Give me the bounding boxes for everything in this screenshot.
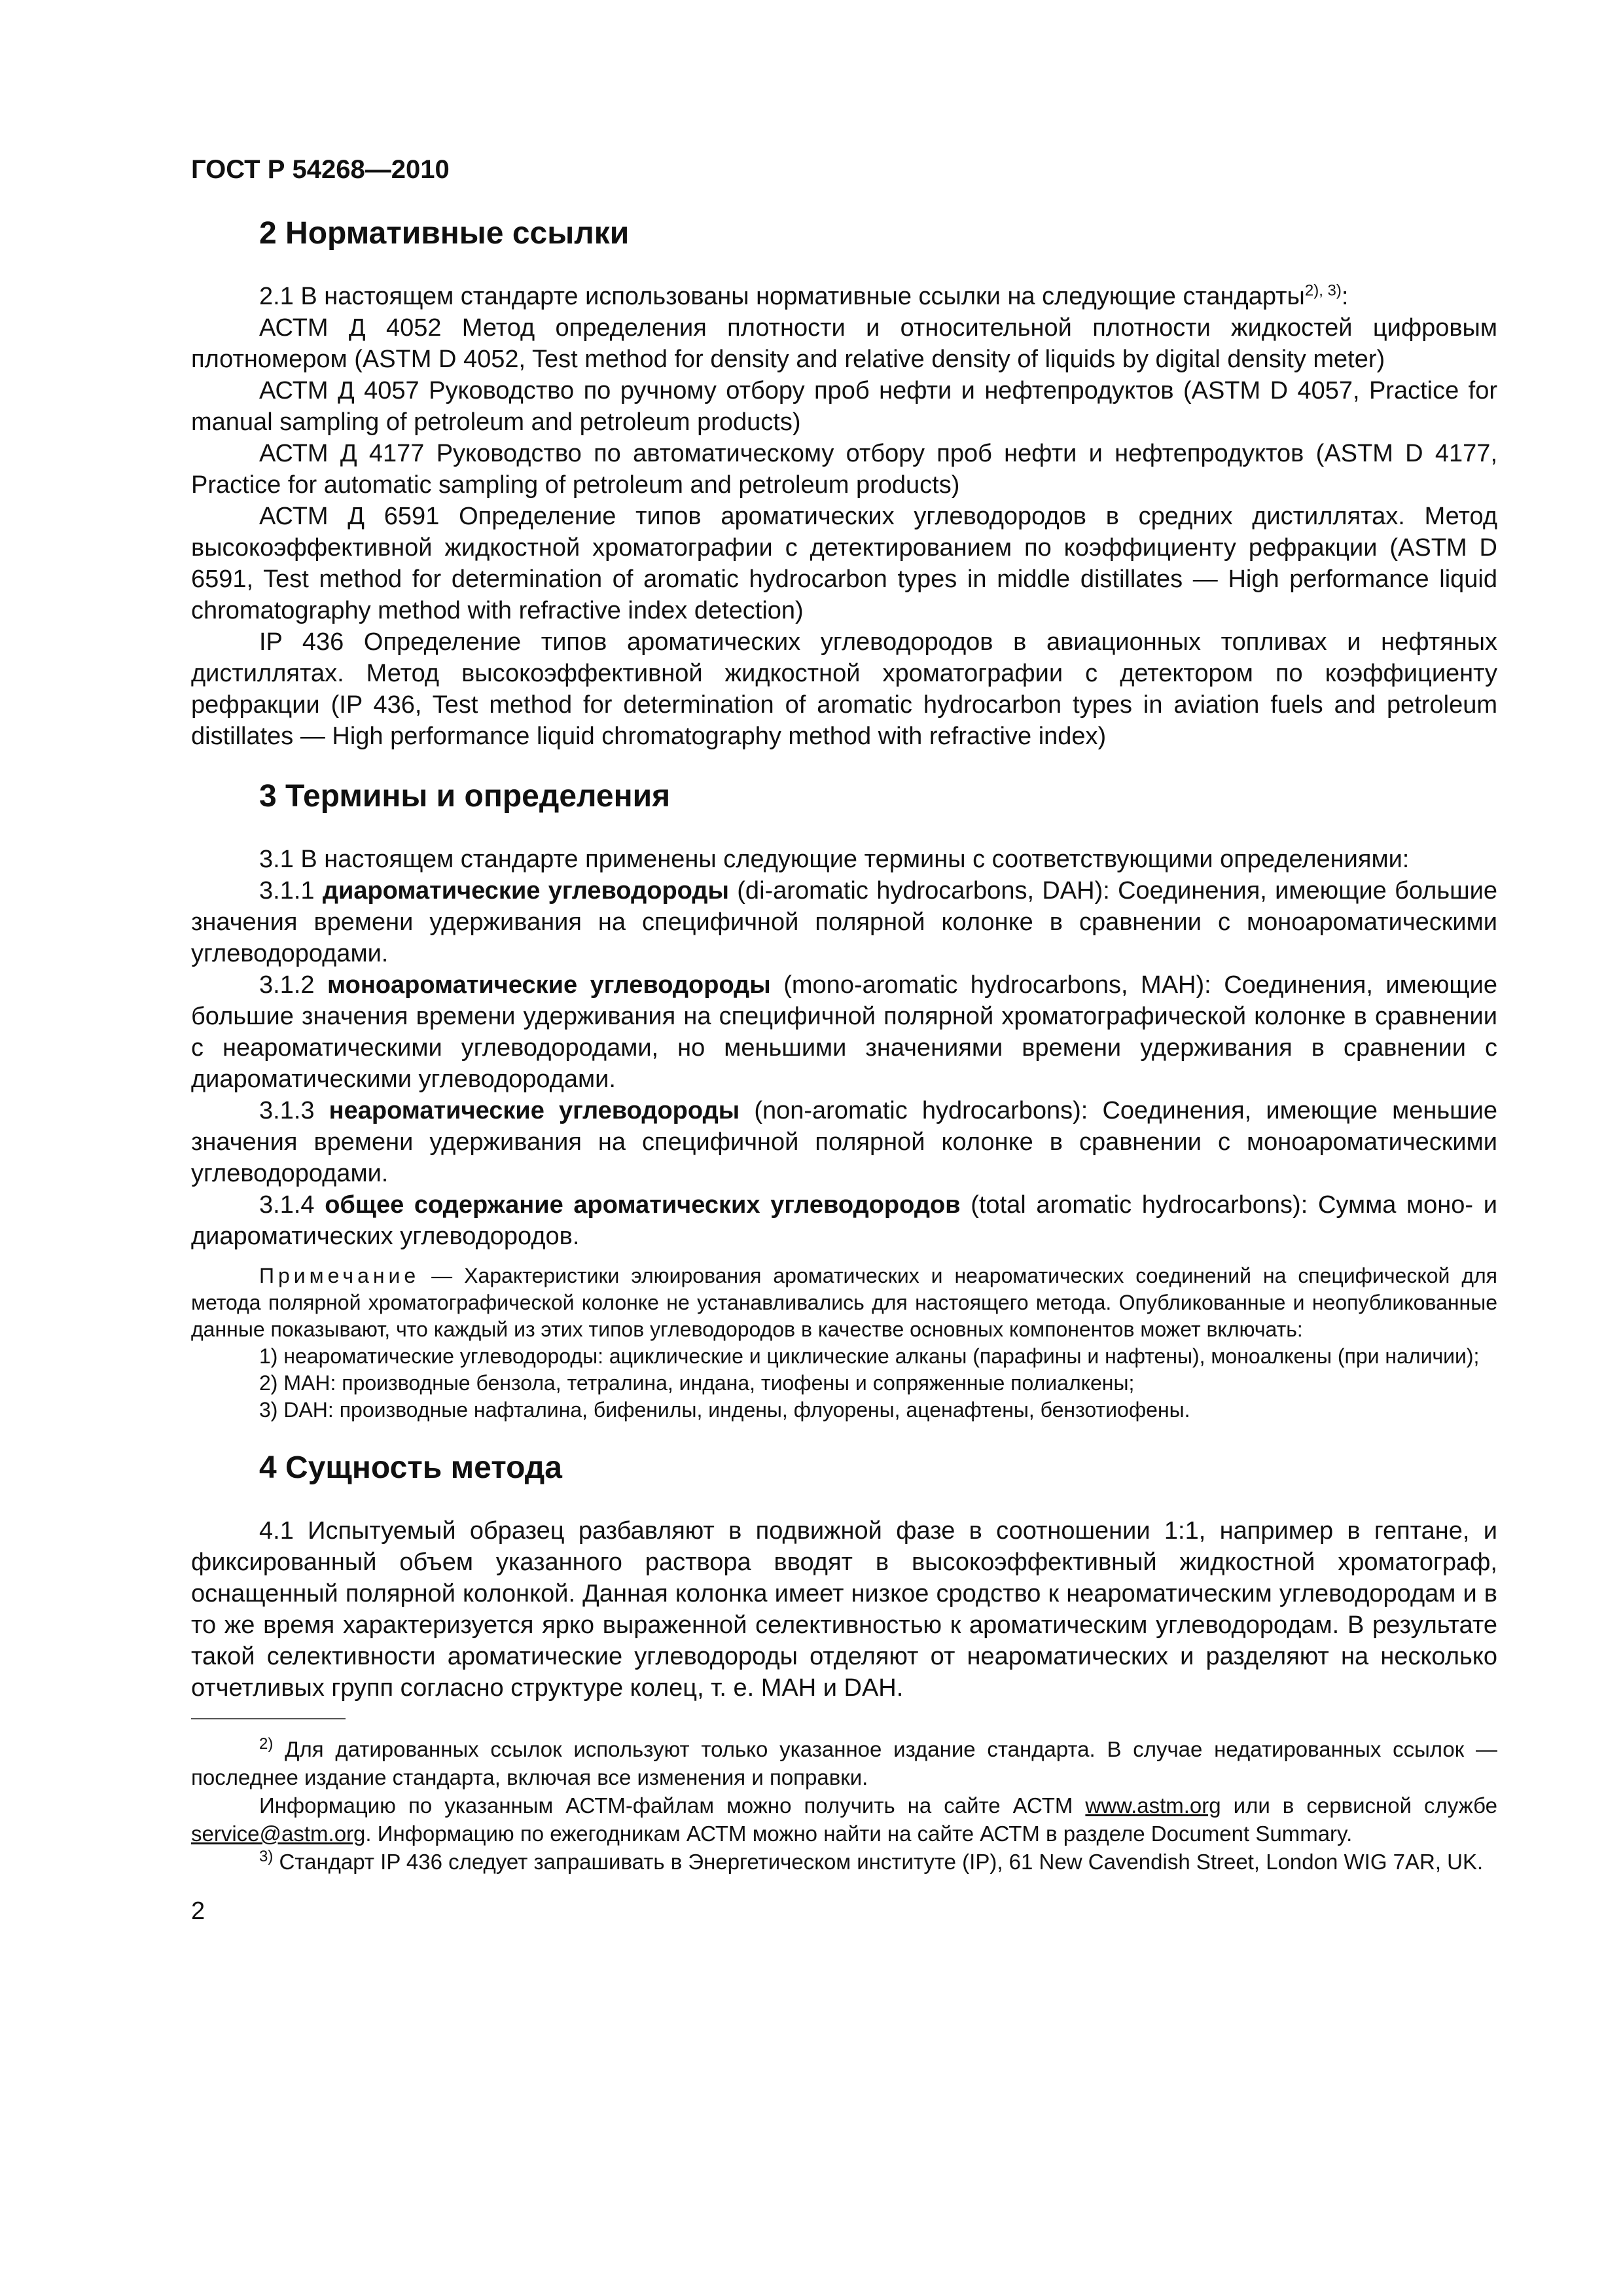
note-paragraph [191, 1263, 1497, 1343]
footnote-text: Для датированных ссылок используют только указанное издание стандарта. В случае недатированных ссылок — последнее издание стандарта, включая все изменения и поправки. [191, 1737, 1497, 1789]
term-definition: (non-aromatic hydrocarbons): Соединения, имеющие меньшие значения времени удерживания на специфичной полярной колонке в сравнении с моноароматическими углеводородами. [191, 1097, 1497, 1187]
term-name: общее содержание ароматических углеводородов [325, 1191, 961, 1219]
paragraph-2-1-text: 2.1 В настоящем стандарте использованы нормативные ссылки на следующие стандарты [259, 283, 1305, 310]
term-3-1-2 [191, 969, 1497, 1095]
reference-ip-436: IP 436 Определение типов ароматических углеводородов в авиационных топливах и нефтяных дистиллятах. Метод высокоэффективной жидкостной хроматографии с детектором по коэффициенту рефракции (IP 436, Test method for determination of aromatic hydrocarbon types in aviation fuels and petroleum distillates — High performance liquid chromatography method with refractive index) [191, 628, 1497, 750]
term-definition: (di-aromatic hydrocarbons, DAH): Соединения, имеющие большие значения времени удерживания на специфичной полярной колонке в сравнении с моноароматическими углеводородами. [191, 877, 1497, 967]
reference-astm-d4057: АСТМ Д 4057 Руководство по ручному отбору проб нефти и нефтепродуктов (ASTM D 4057, Practice for manual sampling of petroleum and petroleum products) [191, 377, 1497, 436]
paragraph-4-1: 4.1 Испытуемый образец разбавляют в подвижной фазе в соотношении 1:1, например в гептане, и фиксированный объем указанного раствора вводят в высокоэффективный жидкостной хроматограф, оснащенный полярной колонкой. Данная колонка имеет низкое сродство к неароматическим углеводородам и в то же время характеризуется ярко выраженной селективностью к ароматическим углеводородам. В результате такой селективности ароматические углеводороды отделяют от неароматических и разделяют на несколько отчетливых групп согласно структуре колец, т. е. MAH и DAH. [191, 1517, 1497, 1702]
paragraph-3-1: 3.1 В настоящем стандарте применены следующие термины с соответствующими определениями: [259, 846, 1410, 873]
term-3-1-3 [191, 1095, 1497, 1189]
term-3-1-4 [191, 1189, 1497, 1252]
paragraph-2-1 [191, 281, 1497, 312]
footnote-text: Стандарт IP 436 следует запрашивать в Энергетическом институте (IP), 61 New Cavendish Street, London WIG 7AR, UK. [273, 1850, 1484, 1874]
footnote-ref-2-3: 2), 3) [1304, 281, 1342, 300]
document-page [191, 154, 1497, 1927]
reference-astm-d4177: АСТМ Д 4177 Руководство по автоматическому отбору проб нефти и нефтепродуктов (ASTM D 4177, Practice for automatic sampling of petroleum and petroleum products) [191, 440, 1497, 499]
footnote-text: . Информацию по ежегодникам АСТМ можно найти на сайте АСТМ в разделе Document Summary. [365, 1821, 1353, 1846]
term-name: диароматические углеводороды [322, 877, 729, 905]
reference-astm-d4052: АСТМ Д 4052 Метод определения плотности и относительной плотности жидкостей цифровым плотномером (ASTM D 4052, Test method for density and relative density of liquids by digital density meter) [191, 314, 1497, 373]
document-header: ГОСТ Р 54268—2010 [191, 155, 450, 184]
note-text: — Характеристики элюирования ароматических и неароматических соединений на специфической для метода полярной хроматографической колонке не устанавливались для настоящего метода. Опубликованные и неопубликованные данные показывают, что каждый из этих типов углеводородов в качестве основных компонентов может включать: [191, 1264, 1497, 1341]
footnote-divider [191, 1718, 346, 1719]
term-number: 3.1.2 [259, 971, 327, 999]
term-3-1-1 [191, 875, 1497, 969]
section-3-title: 3 Термины и определения [259, 779, 671, 814]
footnote-3 [191, 1848, 1497, 1876]
footnote-mark: 2) [259, 1735, 274, 1753]
astm-service-email-link[interactable]: service@astm.org [191, 1821, 366, 1846]
footnote-text: Информацию по указанным АСТМ-файлам можно получить на сайте АСТМ [259, 1793, 1086, 1818]
astm-website-link[interactable]: www.astm.org [1085, 1793, 1221, 1818]
note-item-2: 2) MAH: производные бензола, тетралина, индана, тиофены и сопряженные полиалкены; [259, 1371, 1135, 1395]
term-definition: (mono-aromatic hydrocarbons, MAH): Соединения, имеющие большие значения времени удерживания на специфичной полярной хроматографической колонке в сравнении с неароматическими углеводородами, но меньшими значениями времени удерживания в сравнении с диароматическими углеводородами. [191, 971, 1498, 1093]
term-definition: (total aromatic hydrocarbons): Сумма моно- и диароматических углеводородов. [191, 1191, 1497, 1250]
paragraph-2-1-end: : [1341, 283, 1349, 310]
term-number: 3.1.1 [259, 877, 323, 905]
footnote-mark: 3) [259, 1848, 274, 1865]
reference-astm-d6591: АСТМ Д 6591 Определение типов ароматических углеводородов в средних дистиллятах. Метод высокоэффективной жидкостной хроматографии с детектированием по коэффициенту рефракции (ASTM D 6591, Test method for determination of aromatic hydrocarbon types in middle distillates — High performance liquid chromatography method with refractive index detection) [191, 503, 1497, 624]
section-4-title: 4 Сущность метода [259, 1450, 562, 1485]
term-name: моноароматические углеводороды [327, 971, 771, 999]
section-2-title: 2 Нормативные ссылки [259, 216, 630, 251]
term-number: 3.1.4 [259, 1191, 325, 1219]
term-name: неароматические углеводороды [329, 1097, 740, 1124]
footnote-astm-info [191, 1791, 1497, 1848]
footnote-2 [191, 1735, 1497, 1791]
page-number: 2 [191, 1897, 205, 1925]
footnote-text: или в сервисной службе [1221, 1793, 1497, 1818]
term-number: 3.1.3 [259, 1097, 329, 1124]
note-label: Примечание [259, 1264, 420, 1287]
note-item-1: 1) неароматические углеводороды: ациклические и циклические алканы (парафины и нафтены), моноалкены (при наличии); [259, 1344, 1480, 1368]
note-item-3: 3) DAH: производные нафталина, бифенилы, индены, флуорены, аценафтены, бензотиофены. [259, 1398, 1190, 1422]
